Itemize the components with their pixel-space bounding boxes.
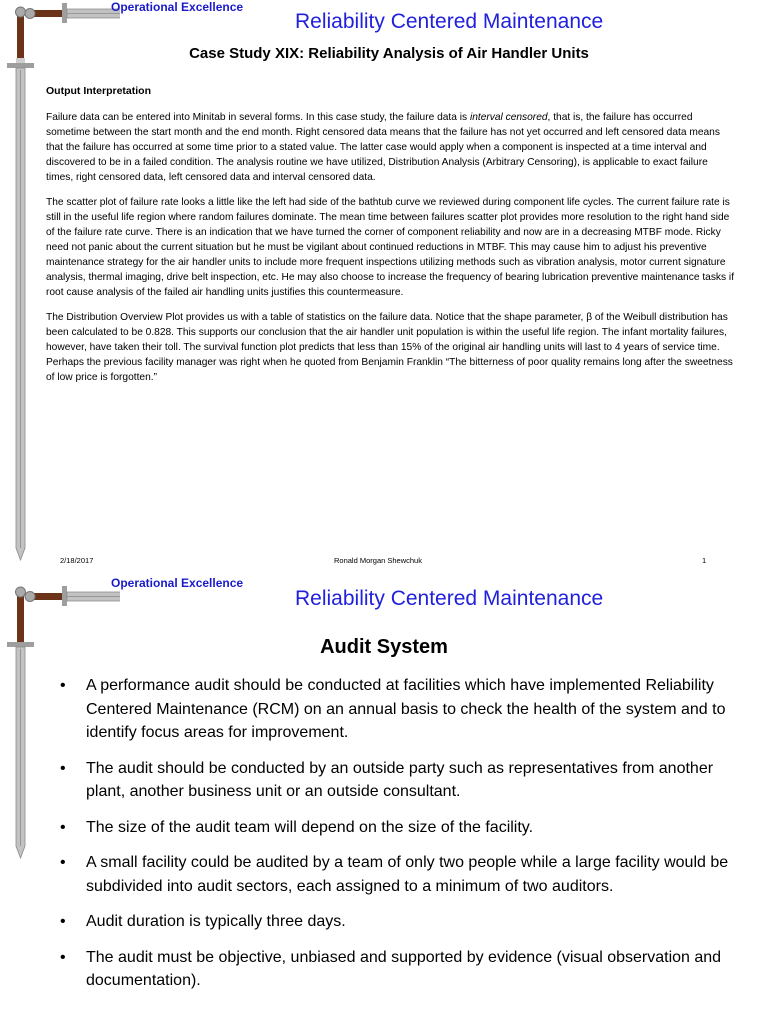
- case-study-subtitle: Case Study XIX: Reliability Analysis of Air Handler Units: [189, 45, 589, 62]
- bullet-icon: •: [60, 818, 66, 836]
- slide-audit-system: [0, 576, 768, 1024]
- list-item: • The size of the audit team will depend on the size of the facility.: [60, 816, 740, 840]
- bullet-icon: •: [60, 948, 66, 966]
- audit-system-heading: Audit System: [320, 636, 448, 658]
- body-text: [46, 110, 736, 395]
- slide-title: Reliability Centered Maintenance: [295, 10, 604, 33]
- list-item: • The audit must be objective, unbiased and supported by evidence (visual observation and documentation).: [60, 946, 740, 993]
- paragraph-1: Failure data can be entered into Minitab in several forms. In this case study, the failure data is interval censored, that is, the failure has occurred sometime between the start month and the end month. Right censored data means that the failure has not yet occurred and left censored data means that the failure has occurred at some time prior to a stated value. The latter case would apply when a component is inspected at a time interval and discovered to be in a failed condition. The analysis routine we have utilized, Distribution Analysis (Arbitrary Censoring), is applicable to exact failure times, right censored data, left censored data and interval censored data.: [46, 112, 720, 183]
- audit-bullet-list: [60, 674, 740, 1005]
- paragraph-3: The Distribution Overview Plot provides us with a table of statistics on the failure data. Notice that the shape parameter, β of the Weibull distribution has been calculated to be 0.828. This supports our conclusion that the air handler unit population is within the useful life region. The infant mortality failures, however, have taken their toll. The survival function plot predicts that less than 15% of the original air handling units will last to 4 years of service time. Perhaps the previous facility manager was right when he quoted from Benjamin Franklin “The bitterness of poor quality remains long after the sweetness of low price is forgotten.”: [46, 312, 733, 383]
- section-heading: Output Interpretation: [46, 85, 151, 97]
- bullet-icon: •: [60, 759, 66, 777]
- list-item: • Audit duration is typically three days.: [60, 910, 740, 934]
- bullet-icon: •: [60, 677, 66, 694]
- slide-title: Reliability Centered Maintenance: [295, 587, 604, 610]
- bullet-icon: •: [60, 854, 66, 871]
- footer-date: 2/18/2017: [60, 556, 94, 565]
- brand-label: Operational Excellence: [111, 576, 244, 590]
- list-item: • A small facility could be audited by a team of only two people while a large facility would be subdivided into audit sectors, each assigned to a minimum of two auditors.: [60, 851, 740, 898]
- paragraph-2: The scatter plot of failure rate looks a little like the left had side of the bathtub curve we reviewed during component life cycles. The current failure rate is still in the useful life region where random failures dominate. The mean time between failures scatter plot provides more resolution to the right hand side of the failure rate curve. There is an indication that we have turned the corner of component reliability and now are in a decreasing MTBF mode. Ricky need not panic about the current situation but he must be vigilant about continued reductions in MTBF. This may cause him to adjust his preventive maintenance strategy for the air handler units to include more frequent inspections utilizing methods such as vibration analysis, motor current signature analysis, thermal imaging, drive belt inspection, etc. He may also choose to increase the frequency of bearing lubrication preventive maintenance tasks if root cause analysis of the failed air handling units justifies this countermeasure.: [46, 197, 735, 298]
- footer-page-number: 1: [702, 556, 707, 565]
- list-item: • The audit should be conducted by an outside party such as representatives from another plant, another business unit or an outside consultant.: [60, 757, 740, 804]
- footer-author: Ronald Morgan Shewchuk: [334, 556, 422, 565]
- list-item: • A performance audit should be conducted at facilities which have implemented Reliability Centered Maintenance (RCM) on an annual basis to check the health of the system and to identify focus areas for improvement.: [60, 674, 740, 745]
- bullet-icon: •: [60, 913, 66, 930]
- brand-label: Operational Excellence: [111, 0, 244, 14]
